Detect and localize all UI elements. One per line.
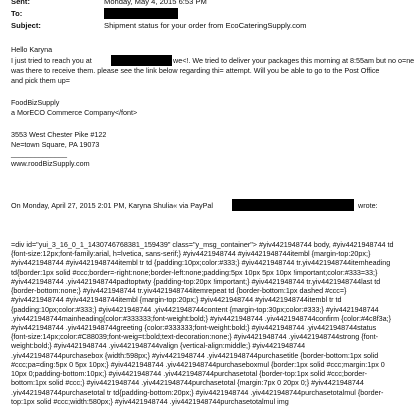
quote-intro: On Monday, April 27, 2015 2:01 PM, Karyna Shulia« via PayPal (11, 201, 214, 210)
address-street: 3553 West Chester Pike #122 (11, 130, 107, 139)
message-line-2: was there to receive them. please see the link below regarding thi= attempt. Will you be able to go to the Post Office (11, 66, 380, 75)
raw-html-source: =div id="yui_3_16_0_1_1430746768381_159439" class="y_msg_container"> #yiv4421948744 body, #yiv4421948744 td {font-size:12px;font-family:arial, h=lvetica, sans-serif;} #yiv4421948744 #yiv4421948744itembl {margin-top:20px;} #yiv4421948744 #yiv4421948744itembl tr td {padding:10px;color:#333;} #yiv4421948744 tr.yiv4421948744itemheading td{border:1px solid #ccc;border=-right:none;border-left:none;padding:5px 10px 5px 10px !important;color:#333=33;} #yiv4421948744 .yiv4421948744padtoptwty {padding-top:20px !important;} #yiv4421948744 tr.yiv4421948744last td {border-bottom:none;} #yiv4421948744 tr.yiv4421948744itemrepeat td {border-bottom:1px dashed #ccc=} #yiv4421948744 #yiv4421948744itembl {margin-top:20px;} #yiv4421948744 #yiv4421948744itembl tr td {padding:10px;color:#333;} #yiv4421948744 .yiv4421948744content {margin-top:30px;color:#333;} #yiv4421948744 .yiv4421948744mainheading{color:#333333;font-weight:bold;} #yiv4421948744 .yiv4421948744confirm {color:#4c8f3a;} #yiv4421948744 .yiv4421948744greeting {color:#333333;font-weight:bold;} #yiv4421948744 .yiv4421948744status {font-size:14px;color:#C88039;font-weig=t:bold;text-decoration:none;} #yiv4421948744 .yiv4421948744strong {font-weight:bold;} #yiv4421948744 .yiv4421948744valign {vertical-align:middle;} #yiv4421948744 .yiv4421948744purchasebox {width:598px;} #yiv4421948744 .yiv4421948744purchasetitle {border-bottom:1px solid #ccc;pa=ding:5px 0 5px 10px;} #yiv4421948744 .yiv4421948744purchaseboxmul {border:1px solid #ccc;margin:1px 0 10px 0;padding-bottom:10px;} #yiv4421948744 .yiv4421948744purchasetotal {border-top:1px solid #ccc;border-bottom:1px solid #ccc;} #yiv4421948744 .yiv4421948744purchasetotal {margin:7px 0 20px 0;} #yiv4421948744 .yiv4421948744purchasetotal tr td{padding-bottom:20px;} #yiv4421948744 .yiv4421948744purchasetotalmul {border-top:1px solid #ccc;width:580px;} #yiv4421948744 .yiv4421948744purchasetotalmul img (11, 240, 394, 406)
signature-parent: a MorECO Commerce Company</font> (11, 108, 138, 117)
signature-company: FoodBizSupply (11, 98, 60, 107)
redacted-sender-email (232, 199, 354, 211)
message-line-1 (11, 56, 92, 65)
redacted-phone (111, 55, 172, 66)
subject-label: Subject: (11, 21, 41, 30)
sent-label: Sent: (11, 0, 30, 6)
to-label: To: (11, 9, 23, 18)
redacted-recipient (104, 8, 178, 19)
address-city: Ne=town Square, PA 19073 (11, 140, 100, 149)
message-line-1b: we<!. We tried to deliver your packages this morning at 8:55am but no o=ne (173, 56, 414, 65)
greeting: Hello Karyna (11, 45, 53, 54)
subject-value: Shipment status for your order from EcoCateringSupply.com (104, 21, 307, 30)
website-link[interactable]: www.roodBizSupply.com (11, 159, 90, 168)
sent-value: Monday, May 4, 2015 6:53 PM (104, 0, 207, 6)
quote-wrote: wrote: (358, 201, 378, 210)
message-line-3: and pick them up= (11, 76, 70, 85)
separator: ______________ (11, 149, 67, 158)
message-line-1a: I just tried to reach you at (11, 56, 92, 65)
